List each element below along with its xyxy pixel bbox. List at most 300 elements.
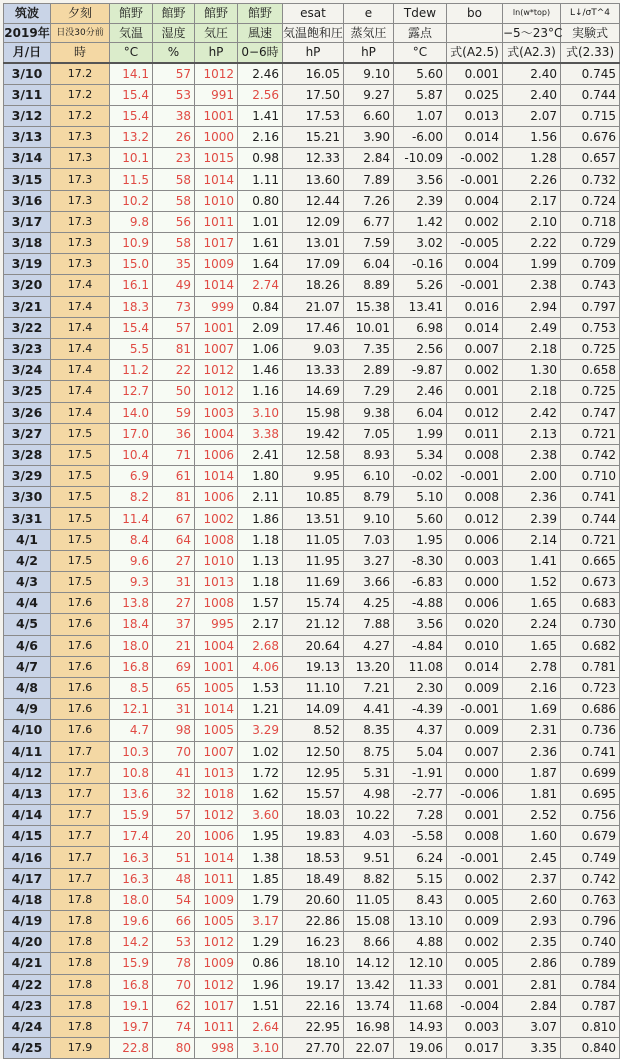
header-row-2 xyxy=(4,23,620,43)
temperature-cell: 8.4 xyxy=(110,529,153,550)
sunset-time-cell: 17.4 xyxy=(51,317,110,338)
ln-w-top-cell: 2.26 xyxy=(503,169,561,190)
wind-speed-cell: 1.16 xyxy=(238,381,283,402)
header-cell: 夕刻 xyxy=(51,4,110,24)
ln-w-top-cell: 1.69 xyxy=(503,699,561,720)
date-cell: 4/18 xyxy=(4,889,51,910)
header-cell: 気温飽和圧 xyxy=(283,23,344,43)
vapor-pressure-cell: 8.82 xyxy=(344,868,394,889)
temperature-cell: 15.9 xyxy=(110,805,153,826)
bo-cell: 0.009 xyxy=(447,677,503,698)
bo-cell: 0.025 xyxy=(447,84,503,105)
sunset-time-cell: 17.5 xyxy=(51,529,110,550)
pressure-cell: 1005 xyxy=(195,720,238,741)
wind-speed-cell: 3.17 xyxy=(238,911,283,932)
bo-cell: 0.009 xyxy=(447,911,503,932)
table-row xyxy=(4,105,620,126)
vapor-pressure-cell: 8.93 xyxy=(344,444,394,465)
emissivity-ratio-cell: 0.709 xyxy=(561,254,620,275)
humidity-cell: 64 xyxy=(153,529,195,550)
date-cell: 3/24 xyxy=(4,360,51,381)
pressure-cell: 991 xyxy=(195,84,238,105)
vapor-pressure-cell: 9.27 xyxy=(344,84,394,105)
date-cell: 4/22 xyxy=(4,974,51,995)
bo-cell: 0.001 xyxy=(447,974,503,995)
vapor-pressure-cell: 7.88 xyxy=(344,614,394,635)
header-cell: 日没30分前 xyxy=(51,23,110,43)
emissivity-ratio-cell: 0.683 xyxy=(561,593,620,614)
header-cell: 気温 xyxy=(110,23,153,43)
pressure-cell: 1018 xyxy=(195,783,238,804)
date-cell: 4/23 xyxy=(4,995,51,1016)
emissivity-ratio-cell: 0.797 xyxy=(561,296,620,317)
temperature-cell: 14.0 xyxy=(110,402,153,423)
date-cell: 4/17 xyxy=(4,868,51,889)
pressure-cell: 1006 xyxy=(195,826,238,847)
saturation-pressure-cell: 19.42 xyxy=(283,423,344,444)
sunset-time-cell: 17.3 xyxy=(51,148,110,169)
dew-point-cell: -4.88 xyxy=(394,593,447,614)
vapor-pressure-cell: 9.10 xyxy=(344,508,394,529)
table-row xyxy=(4,381,620,402)
dew-point-cell: -4.39 xyxy=(394,699,447,720)
temperature-cell: 5.5 xyxy=(110,338,153,359)
saturation-pressure-cell: 18.53 xyxy=(283,847,344,868)
humidity-cell: 58 xyxy=(153,190,195,211)
sunset-time-cell: 17.2 xyxy=(51,63,110,85)
saturation-pressure-cell: 18.26 xyxy=(283,275,344,296)
wind-speed-cell: 1.29 xyxy=(238,932,283,953)
dew-point-cell: -9.87 xyxy=(394,360,447,381)
wind-speed-cell: 0.86 xyxy=(238,953,283,974)
header-cell: % xyxy=(153,43,195,63)
wind-speed-cell: 1.46 xyxy=(238,360,283,381)
vapor-pressure-cell: 6.60 xyxy=(344,105,394,126)
saturation-pressure-cell: 12.58 xyxy=(283,444,344,465)
wind-speed-cell: 4.06 xyxy=(238,656,283,677)
temperature-cell: 18.0 xyxy=(110,889,153,910)
saturation-pressure-cell: 18.10 xyxy=(283,953,344,974)
dew-point-cell: 4.37 xyxy=(394,720,447,741)
date-cell: 3/28 xyxy=(4,444,51,465)
vapor-pressure-cell: 7.05 xyxy=(344,423,394,444)
table-row xyxy=(4,593,620,614)
temperature-cell: 10.9 xyxy=(110,233,153,254)
table-row xyxy=(4,487,620,508)
sunset-time-cell: 17.4 xyxy=(51,275,110,296)
vapor-pressure-cell: 4.41 xyxy=(344,699,394,720)
ln-w-top-cell: 2.38 xyxy=(503,444,561,465)
pressure-cell: 1008 xyxy=(195,529,238,550)
dew-point-cell: 11.33 xyxy=(394,974,447,995)
vapor-pressure-cell: 7.59 xyxy=(344,233,394,254)
ln-w-top-cell: 2.45 xyxy=(503,847,561,868)
pressure-cell: 1014 xyxy=(195,699,238,720)
ln-w-top-cell: 2.24 xyxy=(503,614,561,635)
vapor-pressure-cell: 6.10 xyxy=(344,466,394,487)
header-row-1 xyxy=(4,4,620,24)
wind-speed-cell: 1.38 xyxy=(238,847,283,868)
table-row xyxy=(4,296,620,317)
pressure-cell: 1006 xyxy=(195,444,238,465)
saturation-pressure-cell: 21.07 xyxy=(283,296,344,317)
date-cell: 4/7 xyxy=(4,656,51,677)
saturation-pressure-cell: 17.46 xyxy=(283,317,344,338)
pressure-cell: 1014 xyxy=(195,847,238,868)
emissivity-ratio-cell: 0.686 xyxy=(561,699,620,720)
date-cell: 3/27 xyxy=(4,423,51,444)
pressure-cell: 1004 xyxy=(195,423,238,444)
humidity-cell: 71 xyxy=(153,444,195,465)
temperature-cell: 11.4 xyxy=(110,508,153,529)
header-cell: 実験式 xyxy=(561,23,620,43)
humidity-cell: 56 xyxy=(153,211,195,232)
saturation-pressure-cell: 11.10 xyxy=(283,677,344,698)
saturation-pressure-cell: 22.95 xyxy=(283,1016,344,1037)
sunset-time-cell: 17.5 xyxy=(51,508,110,529)
date-cell: 3/16 xyxy=(4,190,51,211)
sunset-time-cell: 17.2 xyxy=(51,105,110,126)
header-cell: e xyxy=(344,4,394,24)
pressure-cell: 1013 xyxy=(195,572,238,593)
vapor-pressure-cell: 6.77 xyxy=(344,211,394,232)
saturation-pressure-cell: 13.33 xyxy=(283,360,344,381)
dew-point-cell: 1.42 xyxy=(394,211,447,232)
wind-speed-cell: 3.10 xyxy=(238,1038,283,1059)
emissivity-ratio-cell: 0.741 xyxy=(561,741,620,762)
dew-point-cell: 5.87 xyxy=(394,84,447,105)
humidity-cell: 21 xyxy=(153,635,195,656)
ln-w-top-cell: 2.39 xyxy=(503,508,561,529)
pressure-cell: 1005 xyxy=(195,677,238,698)
wind-speed-cell: 2.68 xyxy=(238,635,283,656)
header-cell: 館野 xyxy=(153,4,195,24)
header-cell: hP xyxy=(344,43,394,63)
ln-w-top-cell: 2.81 xyxy=(503,974,561,995)
bo-cell: 0.003 xyxy=(447,1016,503,1037)
table-row xyxy=(4,466,620,487)
pressure-cell: 1001 xyxy=(195,317,238,338)
saturation-pressure-cell: 18.49 xyxy=(283,868,344,889)
header-cell: 露点 xyxy=(394,23,447,43)
emissivity-ratio-cell: 0.784 xyxy=(561,974,620,995)
date-cell: 3/13 xyxy=(4,127,51,148)
pressure-cell: 1006 xyxy=(195,487,238,508)
pressure-cell: 1010 xyxy=(195,550,238,571)
pressure-cell: 1009 xyxy=(195,889,238,910)
dew-point-cell: 7.28 xyxy=(394,805,447,826)
dew-point-cell: 2.39 xyxy=(394,190,447,211)
saturation-pressure-cell: 19.17 xyxy=(283,974,344,995)
wind-speed-cell: 2.64 xyxy=(238,1016,283,1037)
humidity-cell: 61 xyxy=(153,466,195,487)
pressure-cell: 1014 xyxy=(195,169,238,190)
bo-cell: -0.001 xyxy=(447,466,503,487)
date-cell: 4/8 xyxy=(4,677,51,698)
table-row xyxy=(4,783,620,804)
wind-speed-cell: 1.18 xyxy=(238,572,283,593)
dew-point-cell: 6.98 xyxy=(394,317,447,338)
pressure-cell: 1007 xyxy=(195,338,238,359)
humidity-cell: 53 xyxy=(153,84,195,105)
emissivity-ratio-cell: 0.729 xyxy=(561,233,620,254)
bo-cell: 0.010 xyxy=(447,635,503,656)
emissivity-ratio-cell: 0.753 xyxy=(561,317,620,338)
temperature-cell: 22.8 xyxy=(110,1038,153,1059)
humidity-cell: 80 xyxy=(153,1038,195,1059)
ln-w-top-cell: 2.94 xyxy=(503,296,561,317)
date-cell: 3/10 xyxy=(4,63,51,85)
vapor-pressure-cell: 4.98 xyxy=(344,783,394,804)
table-row xyxy=(4,423,620,444)
saturation-pressure-cell: 18.03 xyxy=(283,805,344,826)
humidity-cell: 58 xyxy=(153,233,195,254)
pressure-cell: 1012 xyxy=(195,805,238,826)
header-cell: 0−6時 xyxy=(238,43,283,63)
humidity-cell: 81 xyxy=(153,487,195,508)
header-cell: Tdew xyxy=(394,4,447,24)
emissivity-ratio-cell: 0.657 xyxy=(561,148,620,169)
dew-point-cell: 19.06 xyxy=(394,1038,447,1059)
dew-point-cell: 1.07 xyxy=(394,105,447,126)
vapor-pressure-cell: 8.89 xyxy=(344,275,394,296)
temperature-cell: 10.4 xyxy=(110,444,153,465)
header-cell: −5〜23°C xyxy=(503,23,561,43)
dew-point-cell: 11.68 xyxy=(394,995,447,1016)
table-row xyxy=(4,1016,620,1037)
wind-speed-cell: 1.13 xyxy=(238,550,283,571)
wind-speed-cell: 1.57 xyxy=(238,593,283,614)
sunset-time-cell: 17.2 xyxy=(51,84,110,105)
sunset-time-cell: 17.5 xyxy=(51,487,110,508)
date-cell: 4/5 xyxy=(4,614,51,635)
emissivity-ratio-cell: 0.744 xyxy=(561,84,620,105)
sunset-time-cell: 17.5 xyxy=(51,572,110,593)
pressure-cell: 1017 xyxy=(195,995,238,1016)
date-cell: 3/31 xyxy=(4,508,51,529)
dew-point-cell: 2.30 xyxy=(394,677,447,698)
temperature-cell: 13.8 xyxy=(110,593,153,614)
date-cell: 4/21 xyxy=(4,953,51,974)
bo-cell: 0.000 xyxy=(447,762,503,783)
bo-cell: 0.011 xyxy=(447,423,503,444)
bo-cell: 0.007 xyxy=(447,741,503,762)
vapor-pressure-cell: 15.08 xyxy=(344,911,394,932)
saturation-pressure-cell: 13.51 xyxy=(283,508,344,529)
date-cell: 3/15 xyxy=(4,169,51,190)
dew-point-cell: 13.41 xyxy=(394,296,447,317)
header-cell: °C xyxy=(110,43,153,63)
vapor-pressure-cell: 7.29 xyxy=(344,381,394,402)
emissivity-ratio-cell: 0.747 xyxy=(561,402,620,423)
wind-speed-cell: 2.17 xyxy=(238,614,283,635)
wind-speed-cell: 3.60 xyxy=(238,805,283,826)
dew-point-cell: 3.56 xyxy=(394,169,447,190)
date-cell: 4/14 xyxy=(4,805,51,826)
pressure-cell: 1008 xyxy=(195,593,238,614)
date-cell: 4/9 xyxy=(4,699,51,720)
humidity-cell: 70 xyxy=(153,974,195,995)
ln-w-top-cell: 1.65 xyxy=(503,593,561,614)
vapor-pressure-cell: 7.35 xyxy=(344,338,394,359)
pressure-cell: 1011 xyxy=(195,211,238,232)
header-cell: 館野 xyxy=(238,4,283,24)
emissivity-ratio-cell: 0.718 xyxy=(561,211,620,232)
vapor-pressure-cell: 8.35 xyxy=(344,720,394,741)
bo-cell: 0.020 xyxy=(447,614,503,635)
bo-cell: 0.017 xyxy=(447,1038,503,1059)
sunset-time-cell: 17.5 xyxy=(51,423,110,444)
temperature-cell: 12.1 xyxy=(110,699,153,720)
date-cell: 4/25 xyxy=(4,1038,51,1059)
date-cell: 3/22 xyxy=(4,317,51,338)
vapor-pressure-cell: 6.04 xyxy=(344,254,394,275)
table-row xyxy=(4,826,620,847)
dew-point-cell: 1.99 xyxy=(394,423,447,444)
ln-w-top-cell: 2.40 xyxy=(503,84,561,105)
sunset-time-cell: 17.7 xyxy=(51,741,110,762)
pressure-cell: 1001 xyxy=(195,105,238,126)
bo-cell: 0.014 xyxy=(447,127,503,148)
vapor-pressure-cell: 14.12 xyxy=(344,953,394,974)
ln-w-top-cell: 3.35 xyxy=(503,1038,561,1059)
bo-cell: -0.002 xyxy=(447,148,503,169)
emissivity-ratio-cell: 0.744 xyxy=(561,508,620,529)
bo-cell: 0.014 xyxy=(447,656,503,677)
table-row xyxy=(4,148,620,169)
table-row xyxy=(4,614,620,635)
emissivity-ratio-cell: 0.810 xyxy=(561,1016,620,1037)
ln-w-top-cell: 2.35 xyxy=(503,932,561,953)
temperature-cell: 16.3 xyxy=(110,868,153,889)
wind-speed-cell: 1.11 xyxy=(238,169,283,190)
ln-w-top-cell: 2.17 xyxy=(503,190,561,211)
temperature-cell: 16.8 xyxy=(110,974,153,995)
header-cell: hP xyxy=(195,43,238,63)
sunset-time-cell: 17.8 xyxy=(51,974,110,995)
sunset-time-cell: 17.5 xyxy=(51,550,110,571)
sunset-time-cell: 17.3 xyxy=(51,127,110,148)
emissivity-ratio-cell: 0.721 xyxy=(561,529,620,550)
table-row xyxy=(4,211,620,232)
wind-speed-cell: 1.06 xyxy=(238,338,283,359)
ln-w-top-cell: 2.00 xyxy=(503,466,561,487)
sunset-time-cell: 17.7 xyxy=(51,783,110,804)
vapor-pressure-cell: 13.20 xyxy=(344,656,394,677)
table-row xyxy=(4,402,620,423)
vapor-pressure-cell: 16.98 xyxy=(344,1016,394,1037)
dew-point-cell: 3.02 xyxy=(394,233,447,254)
sunset-time-cell: 17.3 xyxy=(51,254,110,275)
table-row xyxy=(4,932,620,953)
date-cell: 4/11 xyxy=(4,741,51,762)
emissivity-ratio-cell: 0.721 xyxy=(561,423,620,444)
humidity-cell: 74 xyxy=(153,1016,195,1037)
sunset-time-cell: 17.7 xyxy=(51,826,110,847)
table-row xyxy=(4,233,620,254)
humidity-cell: 38 xyxy=(153,105,195,126)
sunset-time-cell: 17.8 xyxy=(51,995,110,1016)
ln-w-top-cell: 2.52 xyxy=(503,805,561,826)
header-cell: 気圧 xyxy=(195,23,238,43)
vapor-pressure-cell: 9.51 xyxy=(344,847,394,868)
table-row xyxy=(4,741,620,762)
header-cell: esat xyxy=(283,4,344,24)
vapor-pressure-cell: 10.01 xyxy=(344,317,394,338)
humidity-cell: 37 xyxy=(153,614,195,635)
temperature-cell: 16.3 xyxy=(110,847,153,868)
dew-point-cell: 14.93 xyxy=(394,1016,447,1037)
dew-point-cell: 5.10 xyxy=(394,487,447,508)
date-cell: 4/20 xyxy=(4,932,51,953)
emissivity-ratio-cell: 0.749 xyxy=(561,847,620,868)
sunset-time-cell: 17.3 xyxy=(51,211,110,232)
dew-point-cell: -5.58 xyxy=(394,826,447,847)
humidity-cell: 57 xyxy=(153,317,195,338)
bo-cell: 0.002 xyxy=(447,868,503,889)
temperature-cell: 15.4 xyxy=(110,317,153,338)
header-cell: 式(A2.3) xyxy=(503,43,561,63)
bo-cell: -0.004 xyxy=(447,995,503,1016)
wind-speed-cell: 2.74 xyxy=(238,275,283,296)
dew-point-cell: 5.26 xyxy=(394,275,447,296)
saturation-pressure-cell: 13.01 xyxy=(283,233,344,254)
emissivity-ratio-cell: 0.723 xyxy=(561,677,620,698)
bo-cell: 0.013 xyxy=(447,105,503,126)
wind-speed-cell: 0.98 xyxy=(238,148,283,169)
humidity-cell: 54 xyxy=(153,889,195,910)
date-cell: 4/15 xyxy=(4,826,51,847)
ln-w-top-cell: 2.18 xyxy=(503,338,561,359)
date-cell: 4/4 xyxy=(4,593,51,614)
ln-w-top-cell: 2.78 xyxy=(503,656,561,677)
wind-speed-cell: 0.84 xyxy=(238,296,283,317)
vapor-pressure-cell: 9.10 xyxy=(344,63,394,85)
saturation-pressure-cell: 13.60 xyxy=(283,169,344,190)
wind-speed-cell: 1.85 xyxy=(238,868,283,889)
humidity-cell: 81 xyxy=(153,338,195,359)
bo-cell: 0.016 xyxy=(447,296,503,317)
wind-speed-cell: 2.11 xyxy=(238,487,283,508)
wind-speed-cell: 2.46 xyxy=(238,63,283,85)
header-cell: 2019年 xyxy=(4,23,51,43)
emissivity-ratio-cell: 0.676 xyxy=(561,127,620,148)
sunset-time-cell: 17.6 xyxy=(51,720,110,741)
date-cell: 4/3 xyxy=(4,572,51,593)
saturation-pressure-cell: 9.95 xyxy=(283,466,344,487)
dew-point-cell: -10.09 xyxy=(394,148,447,169)
ln-w-top-cell: 3.07 xyxy=(503,1016,561,1037)
sunset-time-cell: 17.9 xyxy=(51,1038,110,1059)
temperature-cell: 15.4 xyxy=(110,84,153,105)
date-cell: 3/20 xyxy=(4,275,51,296)
header-row-3 xyxy=(4,43,620,63)
temperature-cell: 12.7 xyxy=(110,381,153,402)
header-cell xyxy=(447,23,503,43)
vapor-pressure-cell: 8.79 xyxy=(344,487,394,508)
emissivity-ratio-cell: 0.730 xyxy=(561,614,620,635)
table-row xyxy=(4,317,620,338)
humidity-cell: 31 xyxy=(153,572,195,593)
bo-cell: 0.006 xyxy=(447,593,503,614)
ln-w-top-cell: 2.07 xyxy=(503,105,561,126)
ln-w-top-cell: 2.14 xyxy=(503,529,561,550)
ln-w-top-cell: 2.38 xyxy=(503,275,561,296)
humidity-cell: 57 xyxy=(153,63,195,85)
ln-w-top-cell: 1.41 xyxy=(503,550,561,571)
humidity-cell: 27 xyxy=(153,550,195,571)
emissivity-ratio-cell: 0.724 xyxy=(561,190,620,211)
